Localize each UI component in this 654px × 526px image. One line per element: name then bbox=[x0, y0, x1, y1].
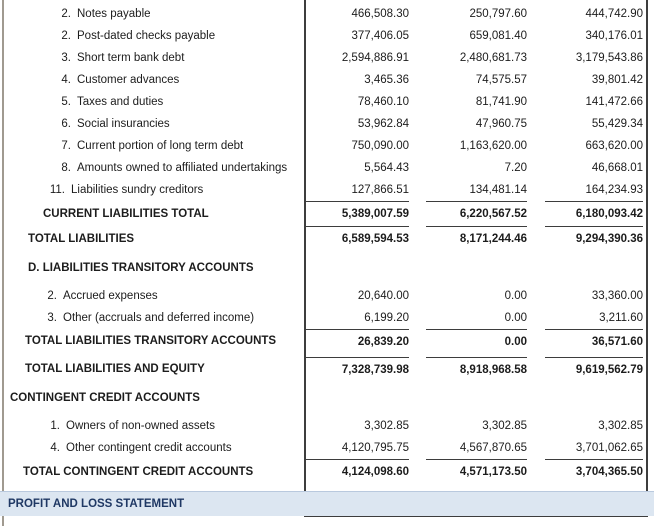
row-label: D. LIABILITIES TRANSITORY ACCOUNTS bbox=[28, 262, 254, 274]
report-row-item bbox=[0, 25, 654, 47]
row-label-text: Other contingent credit accounts bbox=[66, 442, 232, 454]
row-value-col1: 6,199.20 bbox=[364, 312, 409, 324]
label-column-divider bbox=[304, 0, 306, 517]
row-value-col2: 8,918,968.58 bbox=[426, 357, 527, 381]
row-value-col2: 0.00 bbox=[426, 329, 527, 353]
row-label bbox=[0, 420, 304, 432]
row-value-col1: 6,589,594.53 bbox=[304, 226, 409, 251]
row-value-col1: 750,090.00 bbox=[351, 140, 409, 152]
row-value-col3: 444,742.90 bbox=[585, 8, 643, 20]
row-label-text: Liabilities sundry creditors bbox=[71, 184, 204, 196]
profit-and-loss-section-band bbox=[0, 491, 654, 516]
row-value-col2: 7.20 bbox=[504, 162, 527, 174]
row-label bbox=[0, 74, 304, 86]
row-item-number: 5. bbox=[61, 96, 71, 108]
row-value-col3: 3,302.85 bbox=[598, 420, 643, 432]
row-value-col3: 55,429.34 bbox=[591, 118, 643, 130]
row-value-col1: 4,124,098.60 bbox=[304, 459, 409, 484]
row-item-number: 2. bbox=[61, 30, 71, 42]
report-row-item bbox=[0, 91, 654, 113]
left-edge-border bbox=[2, 0, 4, 526]
row-value-col2: 81,741.90 bbox=[475, 96, 527, 108]
row-value-col3: 9,619,562.79 bbox=[545, 357, 643, 381]
row-value-col3: 164,234.93 bbox=[585, 184, 643, 196]
report-row-total bbox=[0, 459, 654, 484]
row-label bbox=[0, 290, 304, 302]
row-item-number: 2. bbox=[61, 8, 71, 20]
row-value-col3: 3,211.60 bbox=[599, 312, 643, 324]
row-value-col2: 47,960.75 bbox=[475, 118, 527, 130]
row-label bbox=[0, 52, 304, 64]
row-label: TOTAL LIABILITIES AND EQUITY bbox=[25, 363, 205, 375]
row-value-col2: 0.00 bbox=[504, 290, 527, 302]
row-item-number: 2. bbox=[47, 290, 57, 302]
report-row-item bbox=[0, 179, 654, 201]
row-label-text: Owners of non-owned assets bbox=[66, 420, 215, 432]
row-label: CONTINGENT CREDIT ACCOUNTS bbox=[10, 392, 200, 404]
row-value-col3: 3,179,543.86 bbox=[575, 52, 643, 64]
report-row-item bbox=[0, 415, 654, 437]
row-value-col1: 3,465.36 bbox=[364, 74, 409, 86]
row-value-col1: 377,406.05 bbox=[351, 30, 409, 42]
report-row-item bbox=[0, 437, 654, 459]
row-value-col1: 127,866.51 bbox=[351, 184, 409, 196]
row-label-text: Short term bank debt bbox=[77, 52, 185, 64]
row-label: CURRENT LIABILITIES TOTAL bbox=[43, 207, 209, 220]
row-item-number: 3. bbox=[47, 312, 57, 324]
row-value-col3: 3,704,365.50 bbox=[545, 459, 643, 484]
row-item-number: 4. bbox=[50, 442, 60, 454]
report-row-total bbox=[0, 357, 654, 381]
row-value-col3: 9,294,390.36 bbox=[545, 226, 643, 251]
row-item-number: 11. bbox=[49, 184, 65, 196]
row-value-col3: 141,472.66 bbox=[585, 96, 643, 108]
row-value-col2: 134,481.14 bbox=[469, 184, 527, 196]
report-row-item bbox=[0, 285, 654, 307]
row-value-col2: 250,797.60 bbox=[469, 8, 527, 20]
row-label bbox=[0, 30, 304, 42]
row-label: TOTAL CONTINGENT CREDIT ACCOUNTS bbox=[23, 465, 254, 478]
row-value-col2: 3,302.85 bbox=[482, 420, 527, 432]
row-value-col1: 20,640.00 bbox=[357, 290, 409, 302]
row-value-col3: 3,701,062.65 bbox=[575, 442, 643, 454]
row-item-number: 6. bbox=[61, 118, 71, 130]
row-label-text: Post-dated checks payable bbox=[77, 30, 216, 42]
row-value-col2: 1,163,620.00 bbox=[459, 140, 527, 152]
row-item-number: 8. bbox=[61, 162, 71, 174]
row-value-col3: 46,668.01 bbox=[591, 162, 643, 174]
row-value-col1: 7,328,739.98 bbox=[304, 357, 409, 381]
row-value-col3: 36,571.60 bbox=[545, 329, 643, 353]
report-row-item bbox=[0, 307, 654, 329]
row-value-col1: 466,508.30 bbox=[351, 8, 409, 20]
report-row-item bbox=[0, 3, 654, 25]
row-value-col3: 39,801.42 bbox=[591, 74, 643, 86]
row-value-col1: 26,839.20 bbox=[304, 329, 409, 353]
row-value-col1: 4,120,795.75 bbox=[341, 442, 409, 454]
row-label: TOTAL LIABILITIES TRANSITORY ACCOUNTS bbox=[25, 335, 277, 347]
row-label bbox=[0, 8, 304, 20]
row-value-col1: 5,564.43 bbox=[364, 162, 409, 174]
row-label bbox=[0, 96, 304, 108]
report-row-total bbox=[0, 329, 654, 353]
row-value-col3: 33,360.00 bbox=[591, 290, 643, 302]
table-right-border bbox=[646, 0, 648, 517]
row-value-col2: 8,171,244.46 bbox=[426, 226, 527, 251]
row-value-col2: 4,567,870.65 bbox=[459, 442, 527, 454]
row-label-text: Taxes and duties bbox=[77, 96, 164, 108]
row-label-text: Notes payable bbox=[77, 8, 151, 20]
row-value-col2: 6,220,567.52 bbox=[426, 201, 527, 226]
report-row-header bbox=[0, 387, 654, 409]
row-value-col3: 663,620.00 bbox=[585, 140, 643, 152]
report-row-header bbox=[0, 257, 654, 279]
row-label: TOTAL LIABILITIES bbox=[28, 232, 135, 245]
row-label-text: Customer advances bbox=[77, 74, 180, 86]
row-label-text: Accrued expenses bbox=[63, 290, 158, 302]
row-item-number: 4. bbox=[61, 74, 71, 86]
row-item-number: 3. bbox=[61, 52, 71, 64]
row-value-col2: 4,571,173.50 bbox=[426, 459, 527, 484]
row-label-text: Other (accruals and deferred income) bbox=[63, 312, 255, 324]
report-row-item bbox=[0, 69, 654, 91]
profit-and-loss-section-title: PROFIT AND LOSS STATEMENT bbox=[8, 498, 185, 510]
row-item-number: 7. bbox=[61, 140, 71, 152]
row-label bbox=[0, 312, 304, 324]
row-value-col2: 2,480,681.73 bbox=[459, 52, 527, 64]
row-value-col3: 340,176.01 bbox=[585, 30, 643, 42]
row-value-col3: 6,180,093.42 bbox=[545, 201, 643, 226]
row-label bbox=[0, 118, 304, 130]
row-value-col1: 5,389,007.59 bbox=[304, 201, 409, 226]
row-value-col2: 0.00 bbox=[504, 312, 527, 324]
row-value-col2: 659,081.40 bbox=[469, 30, 527, 42]
row-label bbox=[0, 140, 304, 152]
report-row-total bbox=[0, 201, 654, 226]
report-row-total bbox=[0, 226, 654, 251]
row-value-col2: 74,575.57 bbox=[475, 74, 527, 86]
row-label bbox=[0, 442, 304, 454]
row-label bbox=[0, 162, 304, 174]
row-value-col1: 78,460.10 bbox=[357, 96, 409, 108]
row-label-text: Current portion of long term debt bbox=[77, 140, 244, 152]
report-row-item bbox=[0, 157, 654, 179]
report-row-item bbox=[0, 47, 654, 69]
row-label-text: Social insurancies bbox=[77, 118, 170, 130]
report-row-item bbox=[0, 135, 654, 157]
row-label-text: Amounts owned to affiliated undertakings bbox=[77, 162, 288, 174]
row-value-col1: 53,962.84 bbox=[357, 118, 409, 130]
row-item-number: 1. bbox=[50, 420, 60, 432]
row-label bbox=[0, 184, 304, 196]
row-value-col1: 3,302.85 bbox=[364, 420, 409, 432]
report-row-item bbox=[0, 113, 654, 135]
row-value-col1: 2,594,886.91 bbox=[341, 52, 409, 64]
